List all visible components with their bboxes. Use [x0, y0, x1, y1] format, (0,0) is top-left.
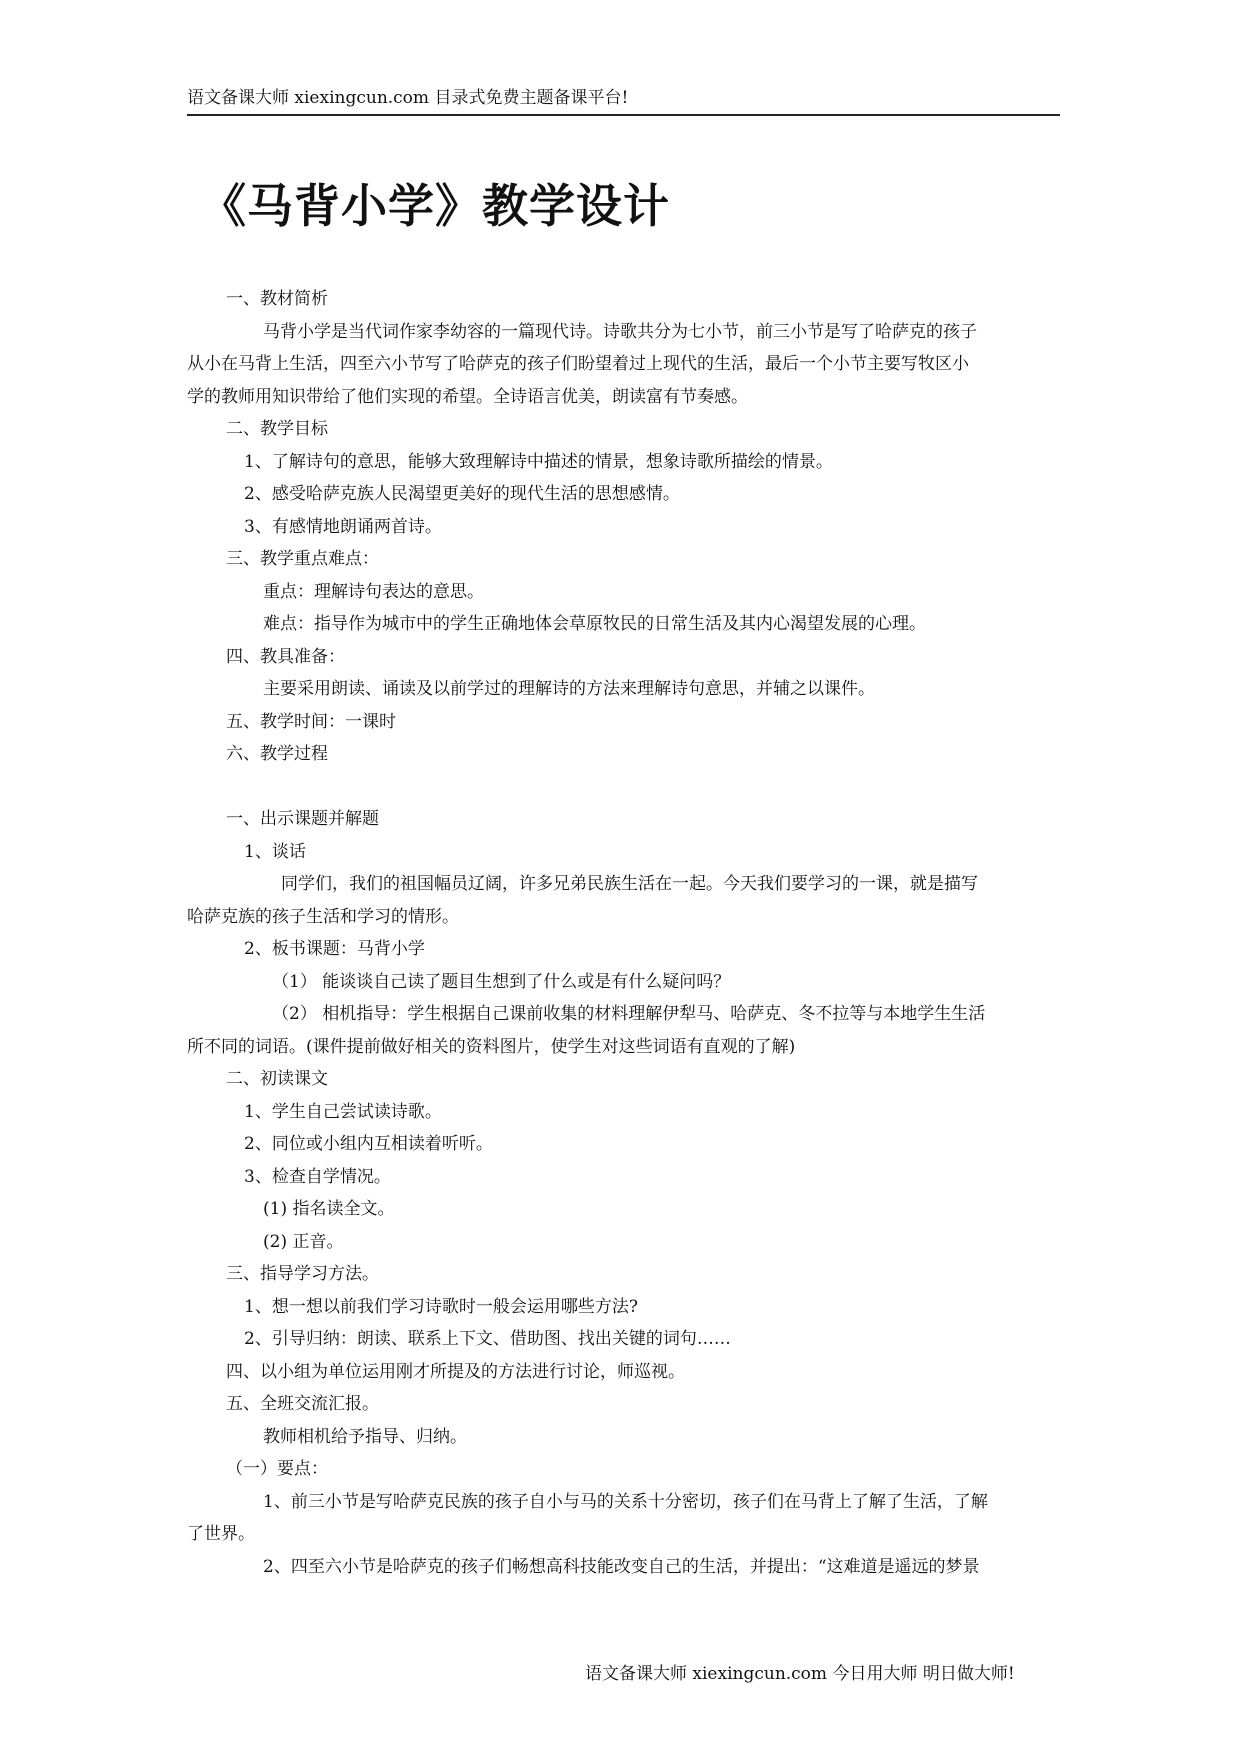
body-line: 四、教具准备： [226, 647, 345, 667]
body-line: (1) 指名读全文。 [263, 1199, 395, 1219]
body-line: （一）要点： [226, 1459, 328, 1479]
body-line: 2、同位或小组内互相读着听听。 [244, 1134, 493, 1154]
body-line: 二、初读课文 [226, 1069, 328, 1089]
body-line: 哈萨克族的孩子生活和学习的情形。 [187, 907, 459, 927]
body-line: 从小在马背上生活，四至六小节写了哈萨克的孩子们盼望着过上现代的生活，最后一个小节主要写牧区小 [187, 354, 969, 374]
body-line: 二、教学目标 [226, 419, 328, 439]
document-title: 《马背小学》教学设计 [200, 179, 670, 233]
body-line: 重点：理解诗句表达的意思。 [263, 582, 484, 602]
body-line: 难点：指导作为城市中的学生正确地体会草原牧民的日常生活及其内心渴望发展的心理。 [263, 614, 926, 634]
body-line: 1、学生自己尝试读诗歌。 [244, 1102, 442, 1122]
body-line: 三、指导学习方法。 [226, 1264, 379, 1284]
body-line: 一、出示课题并解题 [226, 809, 379, 829]
body-line: 六、教学过程 [226, 744, 328, 764]
body-line: 2、四至六小节是哈萨克的孩子们畅想高科技能改变自己的生活，并提出：“这难道是遥远的梦景 [263, 1557, 980, 1577]
body-line: 3、有感情地朗诵两首诗。 [244, 517, 442, 537]
body-line: 五、全班交流汇报。 [226, 1394, 379, 1414]
page-header: 语文备课大师 xiexingcun.com 目录式免费主题备课平台! [187, 86, 1060, 116]
body-line: 学的教师用知识带给了他们实现的希望。全诗语言优美，朗读富有节奏感。 [187, 387, 748, 407]
body-line: 1、了解诗句的意思，能够大致理解诗中描述的情景，想象诗歌所描绘的情景。 [244, 452, 833, 472]
body-line: （1） 能谈谈自己读了题目生想到了什么或是有什么疑问吗？ [272, 972, 731, 992]
body-line: 1、谈话 [244, 842, 306, 862]
body-line: 教师相机给予指导、归纳。 [263, 1427, 467, 1447]
body-line: 2、引导归纳：朗读、联系上下文、借助图、找出关键的词句…… [244, 1329, 731, 1349]
body-line: 同学们，我们的祖国幅员辽阔，许多兄弟民族生活在一起。今天我们要学习的一课，就是描写 [281, 874, 978, 894]
body-line: 1、想一想以前我们学习诗歌时一般会运用哪些方法? [244, 1297, 638, 1317]
page-footer: 语文备课大师 xiexingcun.com 今日用大师 明日做大师! [585, 1664, 1015, 1684]
body-line: 四、以小组为单位运用刚才所提及的方法进行讨论，师巡视。 [226, 1362, 685, 1382]
body-line: （2） 相机指导：学生根据自己课前收集的材料理解伊犁马、哈萨克、冬不拉等与本地学生生活 [272, 1004, 986, 1024]
body-line: 1、前三小节是写哈萨克民族的孩子自小与马的关系十分密切，孩子们在马背上了解了生活，了解 [263, 1492, 988, 1512]
body-line: 主要采用朗读、诵读及以前学过的理解诗的方法来理解诗句意思，并辅之以课件。 [263, 679, 875, 699]
body-line: 所不同的词语。(课件提前做好相关的资料图片，使学生对这些词语有直观的了解) [187, 1037, 796, 1057]
body-line: 了世界。 [187, 1524, 255, 1544]
body-line: 2、板书课题：马背小学 [244, 939, 425, 959]
body-line: 五、教学时间：一课时 [226, 712, 396, 732]
body-line: 马背小学是当代词作家李幼容的一篇现代诗。诗歌共分为七小节，前三小节是写了哈萨克的孩子 [263, 322, 977, 342]
body-line: (2) 正音。 [263, 1232, 344, 1252]
body-line: 三、教学重点难点： [226, 549, 379, 569]
body-line: 2、感受哈萨克族人民渴望更美好的现代生活的思想感情。 [244, 484, 680, 504]
body-line: 一、教材简析 [226, 289, 328, 309]
body-line: 3、检查自学情况。 [244, 1167, 391, 1187]
